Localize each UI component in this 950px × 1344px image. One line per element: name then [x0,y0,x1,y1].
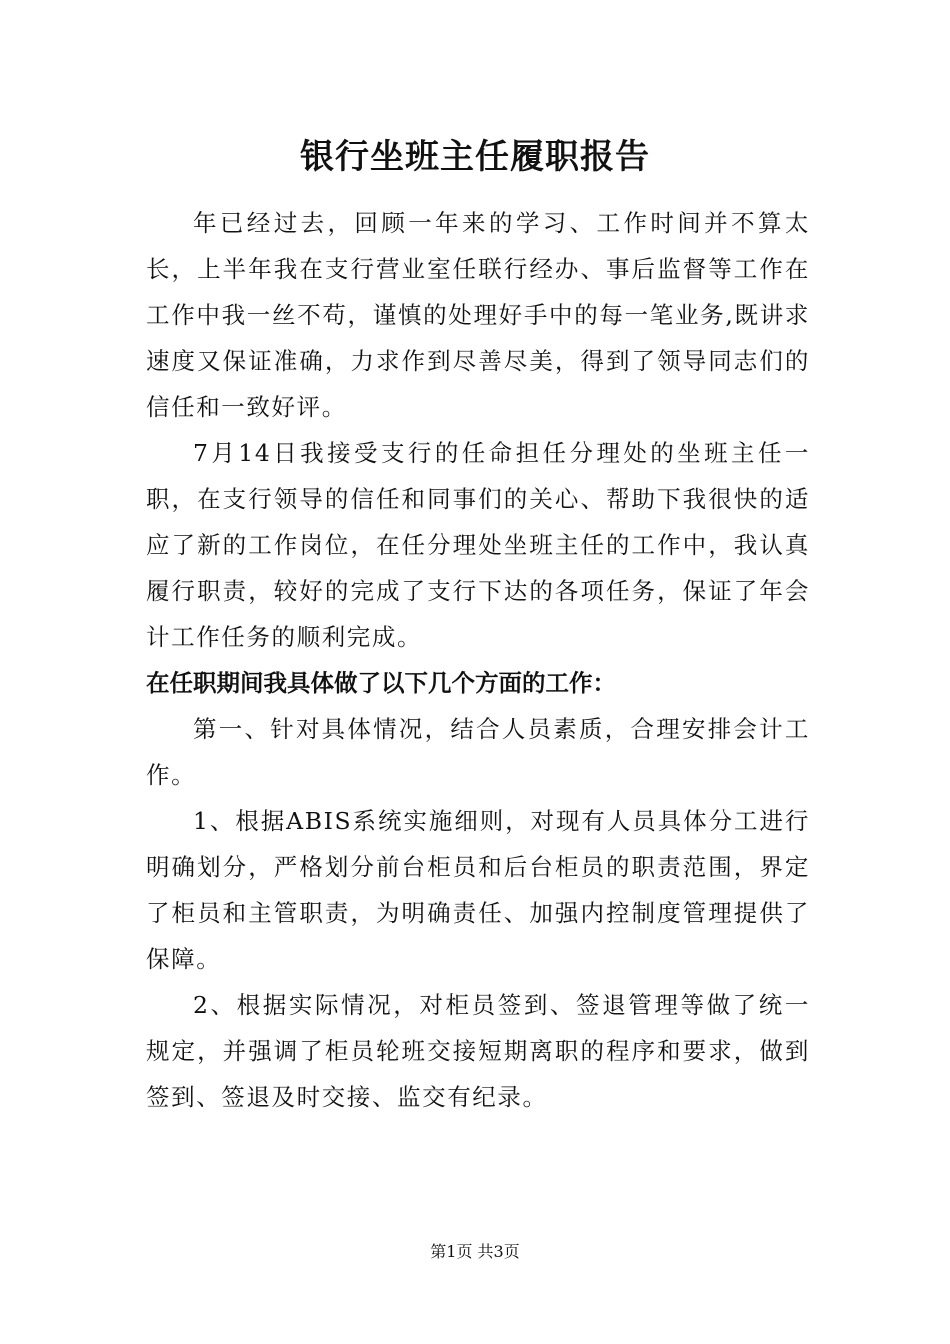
section-paragraph-1: 第一、针对具体情况，结合人员素质，合理安排会计工作。 [146,715,810,789]
document-title: 银行坐班主任履职报告 [300,137,650,177]
section-paragraph-2: 1、根据ABIS系统实施细则，对现有人员具体分工进行明确划分，严格划分前台柜员和后台柜员的职责范围，界定了柜员和主管职责，为明确责任、加强内控制度管理提供了保障。 [146,807,810,973]
document-body [146,200,810,1120]
paragraph-1: 年已经过去，回顾一年来的学习、工作时间并不算太长，上半年我在支行营业室任联行经办、事后监督等工作在工作中我一丝不苟，谨慎的处理好手中的每一笔业务,既讲求速度又保证准确，力求作到尽善尽美，得到了领导同志们的信任和一致好评。 [146,209,810,421]
section-heading: 在任职期间我具体做了以下几个方面的工作： [146,669,616,697]
page-footer [0,1240,950,1264]
section-paragraph-3: 2、根据实际情况，对柜员签到、签退管理等做了统一规定，并强调了柜员轮班交接短期离职的程序和要求，做到签到、签退及时交接、监交有纪录。 [146,991,810,1111]
paragraph-2: 7月14日我接受支行的任命担任分理处的坐班主任一职，在支行领导的信任和同事们的关心、帮助下我很快的适应了新的工作岗位，在任分理处坐班主任的工作中，我认真履行职责，较好的完成了支行下达的各项任务，保证了年会计工作任务的顺利完成。 [146,439,810,651]
page-number-indicator: 第1页 共3页 [430,1242,520,1261]
